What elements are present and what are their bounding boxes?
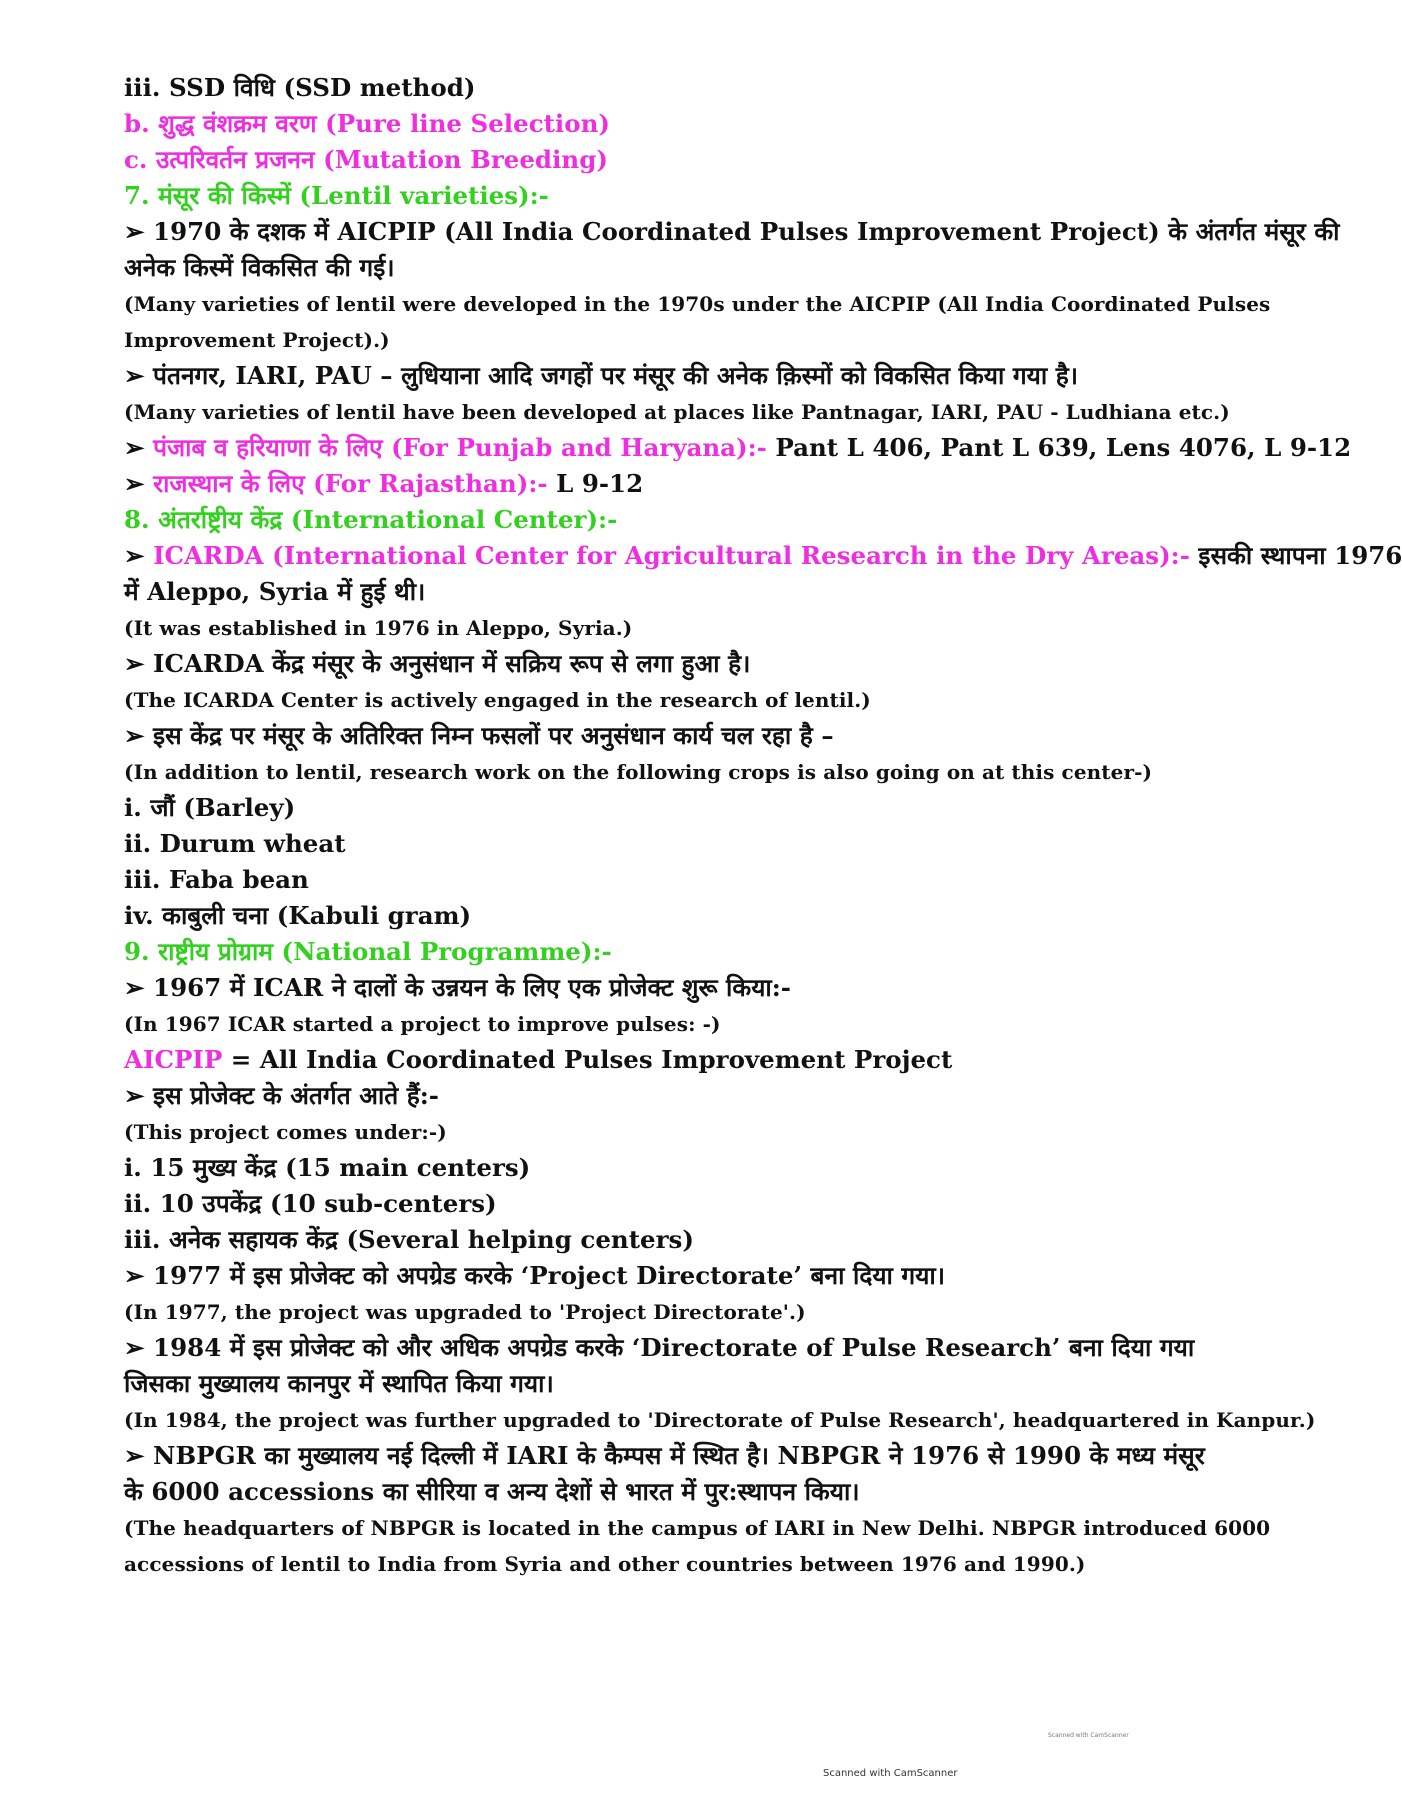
text-line [124, 1402, 1316, 1438]
text-line [124, 754, 1184, 790]
text-run: ➢ 1977 में इस प्रोजेक्ट को अपग्रेड करके ‘Project Directorate’ बना दिया गया। [124, 1261, 946, 1290]
text-line [124, 790, 1184, 826]
text-line [124, 502, 1184, 538]
text-line [124, 934, 1184, 970]
text-run: ➢ पंतनगर, IARI, PAU – लुधियाना आदि जगहों पर मंसूर की अनेक क़िस्मों को विकसित किया गया है। [124, 361, 1079, 390]
text-run: accessions of lentil to India from Syria and other countries between 1976 and 1990.) [124, 1552, 1086, 1576]
text-run: ➢ ICARDA केंद्र मंसूर के अनुसंधान में सक्रिय रूप से लगा हुआ है। [124, 649, 751, 678]
text-line [124, 682, 1184, 718]
text-run: iv. काबुली चना (Kabuli gram) [124, 901, 472, 930]
text-line [124, 1186, 1184, 1222]
text-line [124, 1222, 1184, 1258]
text-line [124, 1006, 1184, 1042]
text-line [124, 250, 1184, 286]
text-run: अनेक किस्में विकसित की गई। [124, 253, 395, 282]
text-run: ➢ NBPGR का मुख्यालय नई दिल्ली में IARI के कैम्पस में स्थित है। NBPGR ने 1976 से 1990 के मध्य मंसूर [124, 1441, 1205, 1470]
text-line [124, 646, 1184, 682]
text-run: b. शुद्ध वंशक्रम वरण (Pure line Selection) [124, 109, 610, 138]
text-run: iii. अनेक सहायक केंद्र (Several helping centers) [124, 1225, 694, 1254]
text-run: के 6000 accessions का सीरिया व अन्य देशों से भारत में पुर:स्थापन किया। [124, 1477, 860, 1506]
text-run: ➢ 1967 में ICAR ने दालों के उन्नयन के लिए एक प्रोजेक्ट शुरू किया:- [124, 973, 791, 1002]
text-run: iii. Faba bean [124, 865, 309, 894]
text-line [124, 1258, 1184, 1294]
text-line [124, 898, 1184, 934]
text-line [124, 1366, 1184, 1402]
text-run: Pant L 406, Pant L 639, Lens 4076, L 9-12 [766, 433, 1352, 462]
text-run: ➢ [124, 433, 154, 462]
text-line [124, 214, 1340, 250]
text-line [124, 826, 1184, 862]
scanner-watermark: Scanned with CamScanner [823, 1768, 958, 1779]
text-run: राजस्थान के लिए (For Rajasthan):- [153, 469, 548, 498]
text-line [124, 1150, 1184, 1186]
text-line [124, 142, 1184, 178]
text-line [124, 1546, 1184, 1582]
text-line [124, 538, 1402, 574]
text-line [124, 1294, 1184, 1330]
text-run: ➢ इस प्रोजेक्ट के अंतर्गत आते हैं:- [124, 1081, 439, 1110]
text-run: (It was established in 1976 in Aleppo, Syria.) [124, 616, 633, 640]
text-line [124, 1510, 1271, 1546]
text-run: ➢ [124, 541, 154, 570]
text-line [124, 1042, 1184, 1078]
text-run: c. उत्परिवर्तन प्रजनन (Mutation Breeding) [124, 145, 608, 174]
text-run: (In 1977, the project was upgraded to 'Project Directorate'.) [124, 1300, 806, 1324]
text-run: L 9-12 [547, 469, 644, 498]
text-line [124, 610, 1184, 646]
text-run: इसकी स्थापना 1976 [1189, 541, 1402, 570]
text-line [124, 394, 1230, 430]
text-run: i. जौं (Barley) [124, 793, 296, 822]
text-line [124, 1114, 1184, 1150]
text-run: जिसका मुख्यालय कानपुर में स्थापित किया गया। [124, 1369, 554, 1398]
text-run: 7. मंसूर की किस्में (Lentil varieties):- [124, 181, 549, 210]
text-run: (Many varieties of lentil have been developed at places like Pantnagar, IARI, PAU - Ludhiana etc.) [124, 400, 1230, 424]
text-run: (The ICARDA Center is actively engaged in the research of lentil.) [124, 688, 871, 712]
text-run: 8. अंतर्राष्ट्रीय केंद्र (International Center):- [124, 505, 618, 534]
text-run: iii. SSD विधि (SSD method) [124, 73, 476, 102]
text-run: में Aleppo, Syria में हुई थी। [124, 577, 426, 606]
text-line [124, 358, 1184, 394]
text-line [124, 1330, 1195, 1366]
text-run: (Many varieties of lentil were developed in the 1970s under the AICPIP (All India Coordinated Pulses [124, 292, 1271, 316]
text-line [124, 970, 1184, 1006]
text-run: (In 1967 ICAR started a project to improve pulses: -) [124, 1012, 721, 1036]
text-line [124, 106, 1184, 142]
text-run: ICARDA (International Center for Agricultural Research in the Dry Areas):- [153, 541, 1190, 570]
text-run: ii. Durum wheat [124, 829, 346, 858]
text-run: (In 1984, the project was further upgraded to 'Directorate of Pulse Research', headquartered in Kanpur.) [124, 1408, 1316, 1432]
text-line [124, 1438, 1205, 1474]
text-run: ➢ 1984 में इस प्रोजेक्ट को और अधिक अपग्रेड करके ‘Directorate of Pulse Research’ बना दिया गया [124, 1333, 1195, 1362]
text-line [124, 430, 1352, 466]
text-run: (The headquarters of NBPGR is located in the campus of IARI in New Delhi. NBPGR introduced 6000 [124, 1516, 1271, 1540]
text-run: i. 15 मुख्य केंद्र (15 main centers) [124, 1153, 531, 1182]
text-line [124, 322, 1184, 358]
text-line [124, 1474, 1184, 1510]
text-run: ➢ 1970 के दशक में AICPIP (All India Coordinated Pulses Improvement Project) के अंतर्गत मंसूर की [124, 217, 1340, 246]
text-line [124, 286, 1271, 322]
text-run: (This project comes under:-) [124, 1120, 447, 1144]
text-line [124, 574, 1184, 610]
text-run: ➢ [124, 469, 154, 498]
text-line [124, 862, 1184, 898]
text-run: ii. 10 उपकेंद्र (10 sub-centers) [124, 1189, 497, 1218]
scanner-watermark-small: Scanned with CamScanner [1048, 1732, 1129, 1739]
document-body [124, 70, 1402, 1582]
text-run: Improvement Project).) [124, 328, 390, 352]
text-line [124, 70, 1184, 106]
text-line [124, 178, 1184, 214]
text-run: ➢ इस केंद्र पर मंसूर के अतिरिक्त निम्न फसलों पर अनुसंधान कार्य चल रहा है – [124, 721, 834, 750]
text-line [124, 1078, 1184, 1114]
text-line [124, 718, 1184, 754]
text-run: 9. राष्ट्रीय प्रोग्राम (National Programme):- [124, 937, 612, 966]
text-run: = All India Coordinated Pulses Improvement Project [222, 1045, 953, 1074]
text-run: पंजाब व हरियाणा के लिए (For Punjab and Haryana):- [153, 433, 767, 462]
text-line [124, 466, 1184, 502]
text-run: (In addition to lentil, research work on the following crops is also going on at this center-) [124, 760, 1153, 784]
text-run: AICPIP [124, 1045, 223, 1074]
